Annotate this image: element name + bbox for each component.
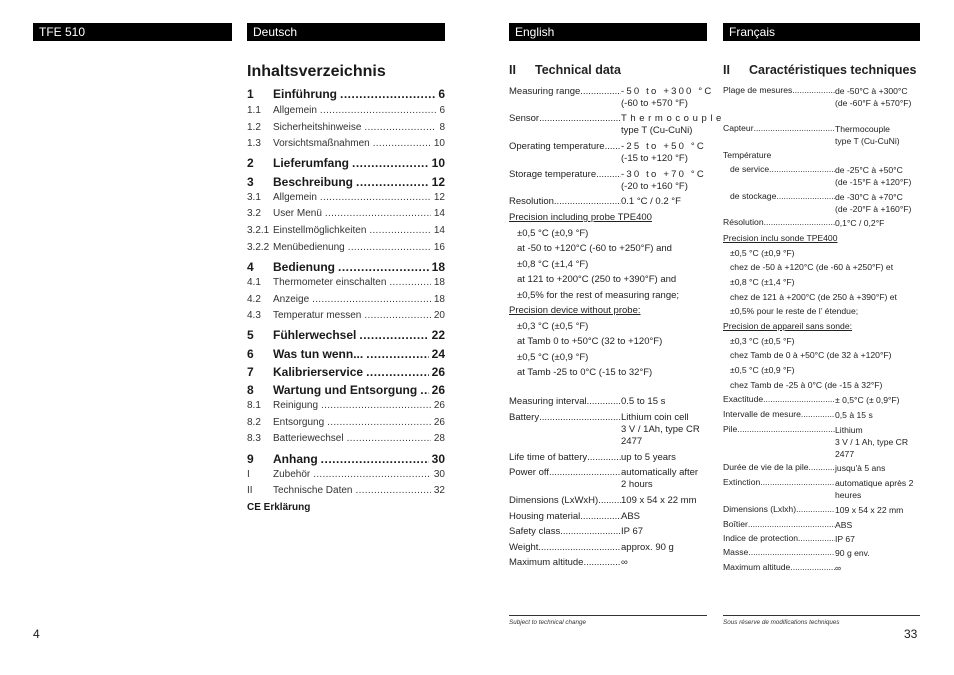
toc-entry[interactable]: 4.3 Temperatur messen ..... 20 xyxy=(247,310,445,321)
spec-row: Resolution ..... 0.1 °C / 0.2 °F xyxy=(509,196,681,208)
precision-line: chez Tamb de -25 à 0°C (de -15 à 32°F) xyxy=(730,380,883,390)
precision-line: ±0,5 °C (±0,9 °F) xyxy=(730,365,795,375)
toc-entry[interactable]: 3 Beschreibung ..... 12 xyxy=(247,175,445,189)
toc-entry[interactable]: 1.2 Sicherheitshinweise ..... 8 xyxy=(247,122,445,133)
precision-line: ±0,5% pour le reste de l’ étendue; xyxy=(730,306,859,316)
spec-row: Battery ..... Lithium coin cell 3 V / 1Ah, type CR 2477 xyxy=(509,412,700,448)
model-tab: TFE 510 xyxy=(33,23,232,41)
english-technical-data xyxy=(509,63,725,573)
spec-row: Pile ..... Lithium 3 V / 1 Ah, type CR 2477 xyxy=(723,424,908,460)
toc-entry[interactable]: 4 Bedienung ..... 18 xyxy=(247,260,445,274)
toc-entry[interactable]: 3.2 User Menü ..... 14 xyxy=(247,208,445,219)
spec-row: de service ..... de -25°C à +50°C (de -15°F à +120°F) xyxy=(730,164,911,188)
spec-row: Boîtier ..... ABS xyxy=(723,519,852,531)
toc-entry[interactable]: 3.2.2 Menübedienung ..... 16 xyxy=(247,242,445,253)
spec-row: Storage temperature ..... -30 to +70 °C (-20 to +160 °F) xyxy=(509,169,706,193)
spec-row: Maximum altitude ..... ∞ xyxy=(723,562,841,574)
footer-divider xyxy=(723,615,920,616)
precision-line: ±0,5 °C (±0,9 °F) xyxy=(517,228,589,239)
precision-device-heading: Precision device without probe: xyxy=(509,305,641,316)
section-heading: II Caractéristiques techniques xyxy=(723,63,917,77)
page-number-right: 33 xyxy=(904,627,918,641)
spec-row: Intervalle de mesure ..... 0,5 à 15 s xyxy=(723,409,873,421)
precision-probe-heading: Precision including probe TPE400 xyxy=(509,212,652,223)
spec-row: Indice de protection ..... IP 67 xyxy=(723,533,855,545)
footnote-french: Sous réserve de modifications techniques xyxy=(723,619,840,626)
spec-row: de stockage ..... de -30°C à +70°C (de -20°F à +160°F) xyxy=(730,191,911,215)
toc-entry[interactable]: 6 Was tun wenn... ..... 24 xyxy=(247,347,445,361)
spec-row: Sensor ..... Thermocouple type T (Cu-CuNi) xyxy=(509,113,725,137)
toc-entry[interactable]: II Technische Daten ..... 32 xyxy=(247,485,445,496)
spec-row: Dimensions (LxWxH) ..... 109 x 54 x 22 mm xyxy=(509,495,697,507)
spec-row: Life time of battery ..... up to 5 years xyxy=(509,452,676,464)
spec-row: Dimensions (Lxlxh) ..... 109 x 54 x 22 mm xyxy=(723,504,903,516)
toc-entry[interactable]: 3.2.1 Einstellmöglichkeiten ..... 14 xyxy=(247,225,445,236)
spec-row: Résolution ..... 0,1°C / 0,2°F xyxy=(723,217,884,229)
footnote-english: Subject to technical change xyxy=(509,619,587,626)
spec-row: Masse ..... 90 g env. xyxy=(723,547,870,559)
spec-row: Maximum altitude ..... ∞ xyxy=(509,557,628,569)
toc-entry[interactable]: 2 Lieferumfang ..... 10 xyxy=(247,156,445,170)
toc-title: Inhaltsverzeichnis xyxy=(247,63,386,80)
spec-row: Measuring range ..... -50 to +300 °C (-60 to +570 °F) xyxy=(509,86,713,110)
language-tab-english: English xyxy=(509,23,707,41)
toc-entry[interactable]: 1.3 Vorsichtsmaßnahmen ..... 10 xyxy=(247,138,445,149)
precision-line: at Tamb -25 to 0°C (-15 to 32°F) xyxy=(517,367,653,378)
section-heading: II Technical data xyxy=(509,63,621,77)
spec-row: Safety class ..... IP 67 xyxy=(509,526,643,538)
language-tab-german: Deutsch xyxy=(247,23,445,41)
spec-row: Capteur ..... Thermocouple type T (Cu-CuNi) xyxy=(723,123,900,147)
precision-line: ±0,8 °C (±1,4 °F) xyxy=(517,259,589,270)
spec-row: Operating temperature ..... -25 to +50 °C (-15 to +120 °F) xyxy=(509,141,706,165)
precision-line: ±0,8 °C (±1,4 °F) xyxy=(730,277,795,287)
toc-entry[interactable]: 5 Fühlerwechsel ..... 22 xyxy=(247,328,445,342)
language-tab-french: Français xyxy=(723,23,920,41)
toc-entry[interactable]: 8 Wartung und Entsorgung ..... 26 xyxy=(247,383,445,397)
toc-entry[interactable]: 8.2 Entsorgung ..... 26 xyxy=(247,417,445,428)
precision-line: at -50 to +120°C (-60 to +250°F) and xyxy=(517,243,672,254)
precision-line: chez de -50 à +120°C (de -60 à +250°F) et xyxy=(730,262,894,272)
toc-entry[interactable]: 3.1 Allgemein ..... 12 xyxy=(247,192,445,203)
spec-row: Weight ..... approx. 90 g xyxy=(509,542,674,554)
table-of-contents xyxy=(247,63,445,523)
precision-probe-heading: Precision inclu sonde TPE400 xyxy=(723,233,838,243)
spec-row: Housing material ..... ABS xyxy=(509,511,640,523)
toc-entry-ce[interactable]: CE Erklärung xyxy=(247,502,311,513)
spec-row: Extinction ..... automatique après 2 heures xyxy=(723,477,913,501)
precision-line: ±0,5 °C (±0,9 °F) xyxy=(730,248,795,258)
spec-row: Measuring interval ..... 0.5 to 15 s xyxy=(509,396,665,408)
toc-entry[interactable]: 4.2 Anzeige ..... 18 xyxy=(247,294,445,305)
precision-line: chez de 121 à +200°C (de 250 à +390°F) et xyxy=(730,292,897,302)
precision-device-heading: Precision de appareil sans sonde: xyxy=(723,321,852,331)
spec-row: Durée de vie de la pile ..... jusqu'à 5 ans xyxy=(723,462,885,474)
toc-entry[interactable]: 7 Kalibrierservice ..... 26 xyxy=(247,365,445,379)
precision-line: at 121 to +200°C (250 to +390°F) and xyxy=(517,274,677,285)
spec-row: Plage de mesures ..... de -50°C à +300°C (de -60°F à +570°F) xyxy=(723,85,911,109)
french-technical-data xyxy=(723,63,921,578)
spec-row: Power off ..... automatically after 2 hours xyxy=(509,467,698,491)
toc-entry[interactable]: 9 Anhang ..... 30 xyxy=(247,452,445,466)
toc-entry[interactable]: 1 Einführung ..... 6 xyxy=(247,87,445,101)
precision-line: at Tamb 0 to +50°C (32 to +120°F) xyxy=(517,336,663,347)
temperature-heading: Température xyxy=(723,150,772,160)
precision-line: ±0,3 °C (±0,5 °F) xyxy=(517,321,589,332)
spec-row: Exactitude ..... ± 0,5°C (± 0,9°F) xyxy=(723,394,900,406)
toc-entry[interactable]: 1.1 Allgemein ..... 6 xyxy=(247,105,445,116)
precision-line: ±0,5% for the rest of measuring range; xyxy=(517,290,680,301)
toc-entry[interactable]: 8.3 Batteriewechsel ..... 28 xyxy=(247,433,445,444)
precision-line: ±0,3 °C (±0,5 °F) xyxy=(730,336,795,346)
toc-entry[interactable]: I Zubehör ..... 30 xyxy=(247,469,445,480)
precision-line: ±0,5 °C (±0,9 °F) xyxy=(517,352,589,363)
page-number-left: 4 xyxy=(33,627,40,641)
footer-divider xyxy=(509,615,707,616)
toc-entry[interactable]: 8.1 Reinigung ..... 26 xyxy=(247,400,445,411)
toc-entry[interactable]: 4.1 Thermometer einschalten ..... 18 xyxy=(247,277,445,288)
precision-line: chez Tamb de 0 à +50°C (de 32 à +120°F) xyxy=(730,350,892,360)
